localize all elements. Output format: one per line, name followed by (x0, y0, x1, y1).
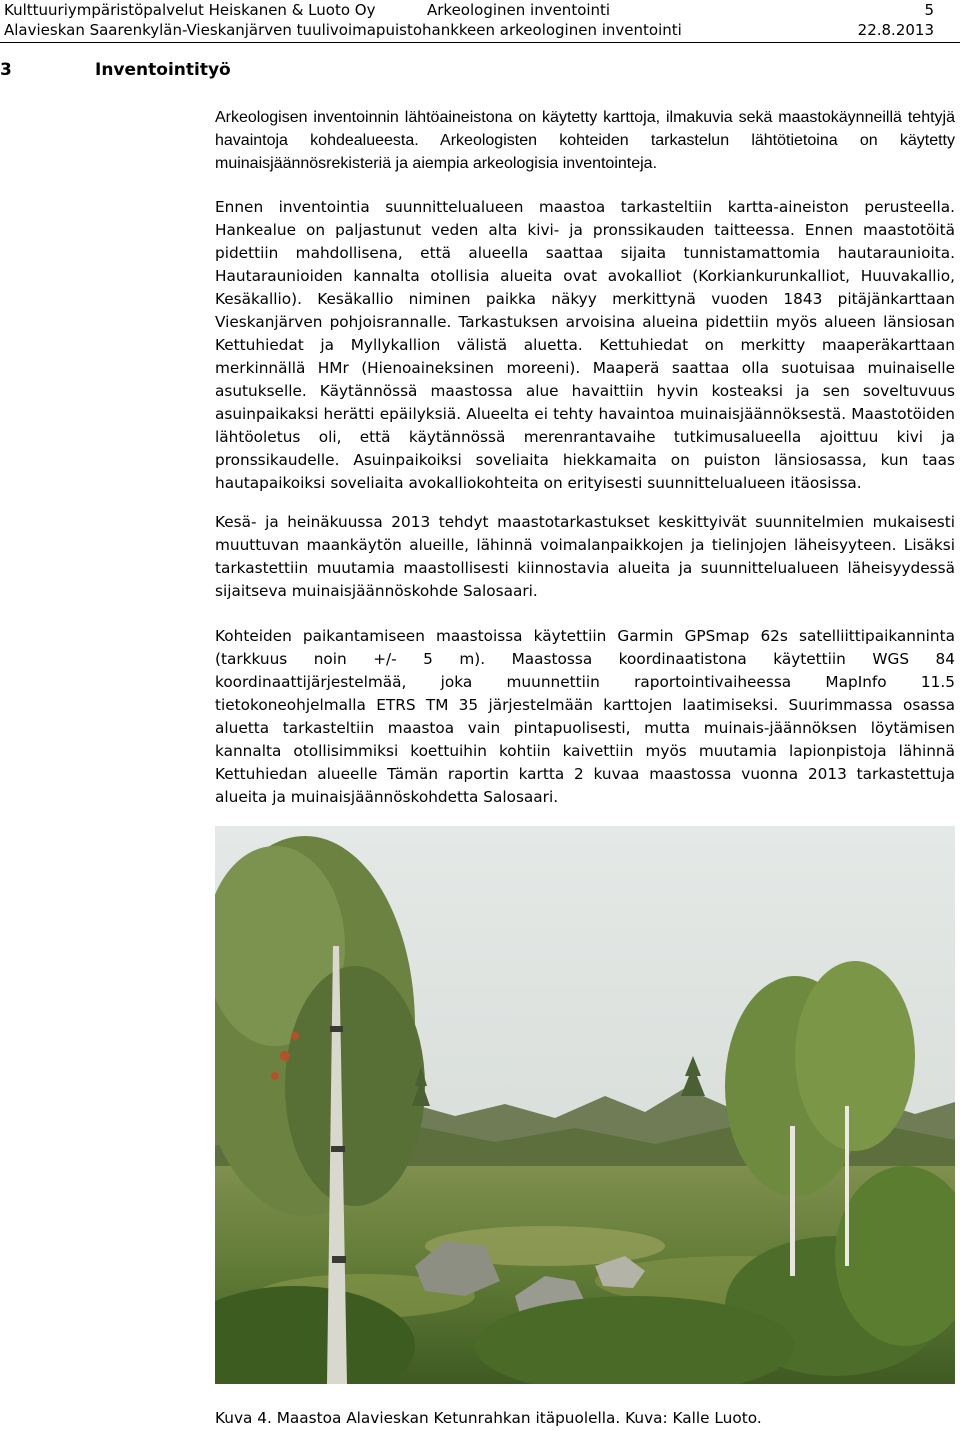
running-header-row-1 (4, 0, 956, 20)
header-date: 22.8.2013 (857, 21, 934, 39)
header-project: Alavieskan Saarenkylän-Vieskanjärven tuulivoimapuistohankkeen arkeologinen inventointi (4, 21, 682, 39)
header-document-type: Arkeologinen inventointi (427, 1, 611, 19)
photo-caption: Kuva 4. Maastoa Alavieskan Ketunrahkan itäpuolella. Kuva: Kalle Luoto. (215, 1409, 762, 1427)
section-title: Inventointityö (95, 60, 231, 80)
section-heading (0, 60, 231, 80)
paragraph-1: Arkeologisen inventoinnin lähtöaineistona on käytetty karttoja, ilmakuvia sekä maastokäynneillä tehtyjä havaintoja kohdealueesta. Arkeologisten kohteiden tarkastelun lähtötietoina on käytetty muinaisjäännösrekisteriä ja aiempia arkeologisia inventointeja. (215, 109, 955, 172)
header-page-number: 5 (924, 1, 934, 19)
paragraph-4: Kohteiden paikantamiseen maastoissa käytettiin Garmin GPSmap 62s satelliittipaikanninta (tarkkuus noin +/- 5 m). Maastossa koordinaatistona käytettiin WGS 84 koordinaattijärjestelmää, joka muunnettiin raportointivaiheessa MapInfo 11.5 tietokoneohjelmalla ETRS TM 35 järjestelmään karttojen laatimiseksi. Suurimmassa osassa aluetta tarkasteltiin maastoa vain pintapuolisesti, mutta muinais-jäännöksen löytämisen kannalta otollisimmiksi koettuihin kohtiin kaivettiin myös muutamia lapionpistoja lähinnä Kettuhiedan alueelle Tämän raportin kartta 2 kuvaa maastossa vuonna 2013 tarkastettuja alueita ja muinaisjäännöskohdetta Salosaari. (215, 627, 955, 806)
section-number: 3 (0, 60, 12, 80)
header-divider (0, 42, 960, 43)
running-header-row-2 (4, 20, 956, 40)
landscape-photo (215, 826, 955, 1384)
paragraph-2: Ennen inventointia suunnittelualueen maastoa tarkasteltiin kartta-aineiston perusteella. Hankealue on paljastunut veden alta kivi- ja pronssikauden taitteessa. Ennen maastotöitä pidettiin mahdollisena, että alueella saattaa sijaita tunnistamattomia hautaraunioita. Hautaraunioiden kannalta otollisia alueita ovat avokalliot (Korkiankurunkalliot, Huuvakallio, Kesäkallio). Kesäkallio niminen paikka näkyy merkittynä vuoden 1843 pitäjänkarttaan Vieskanjärven pohjoisrannalle. Tarkastuksen arvoisina alueina pidettiin myös alueen länsiosan Kettuhiedat ja Myllykallion välistä aluetta. Kettuhiedat on merkitty maaperäkarttaan merkinnällä HMr (Hienoaineksinen moreeni). Maaperä saattaa olla suotuisaa muinaiselle asutukselle. Käytännössä maastossa alue havaittiin hyvin kosteaksi ja sen soveltuvuus asuinpaikaksi herätti epäilyksiä. Alueelta ei tehty havaintoa muinaisjäännöksestä. Maastotöiden lähtöoletus oli, että käytännössä merenrantavaihe tutkimusalueella ajoittuu kivi ja pronssikaudelle. Asuinpaikoiksi soveliaita hiekkamaita on puiston länsiosassa, kun taas hautapaikoiksi soveliaita avokalliokohteita on erityisesti suunnittelualueen itäosissa. (215, 198, 955, 492)
header-organization: Kulttuuriympäristöpalvelut Heiskanen & Luoto Oy (4, 1, 376, 19)
paragraph-3: Kesä- ja heinäkuussa 2013 tehdyt maastotarkastukset keskittyivät suunnitelmien mukaisesti muuttuvan maankäytön alueille, lähinnä voimalanpaikkojen ja tielinjojen läheisyyteen. Lisäksi tarkastettiin muutamia maastollisesti kiinnostavia alueita ja suunnittelualueen läheisyydessä sijaitseva muinaisjäännöskohde Salosaari. (215, 513, 955, 600)
